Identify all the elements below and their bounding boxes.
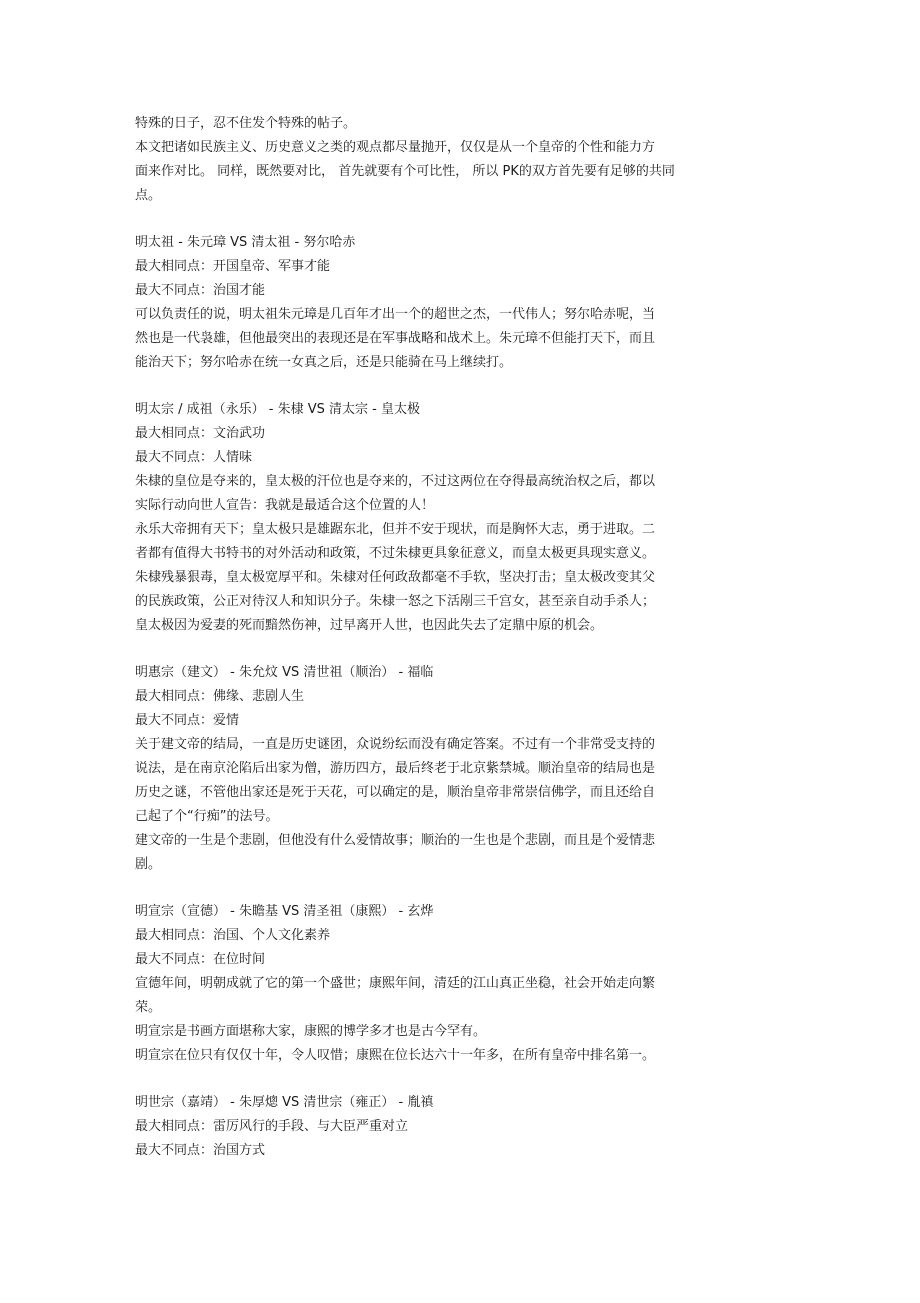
body-line: 明宣宗在位只有仅仅十年，令人叹惜；康熙在位长达六十一年多，在所有皇帝中排名第一。 <box>135 1048 656 1063</box>
difference-line: 最大不同点：治国才能 <box>135 283 266 298</box>
body-line: 己起了个“行痴”的法号。 <box>135 809 279 824</box>
similarity-line: 最大相同点：佛缘、悲剧人生 <box>135 689 305 704</box>
section-heading: 明太祖 - 朱元璋 VS 清太祖 - 努尔哈赤 <box>135 235 356 250</box>
section-heading: 明惠宗（建文） - 朱允炆 VS 清世祖（顺治） - 福临 <box>135 665 434 680</box>
difference-line: 最大不同点：爱情 <box>135 713 240 728</box>
body-line: 历史之谜，不管他出家还是死于天花，可以确定的是，顺治皇帝非常崇信佛学，而且还给自 <box>135 785 656 800</box>
paragraph-gap <box>135 1068 775 1091</box>
body-line: 朱棣的皇位是夺来的，皇太极的汗位也是夺来的，不过这两位在夺得最高统治权之后，都以 <box>135 474 656 489</box>
body-line: 朱棣残暴狠毒，皇太极宽厚平和。朱棣对任何政敌都毫不手软，坚决打击；皇太极改变其父 <box>135 570 656 585</box>
body-line: 剧。 <box>135 857 162 872</box>
body-line: 实际行动向世人宣告：我就是最适合这个位置的人！ <box>135 498 435 513</box>
paragraph-gap <box>135 208 775 231</box>
body-line: 明宣宗是书画方面堪称大家，康熙的博学多才也是古今罕有。 <box>135 1024 487 1039</box>
intro-line: 特殊的日子，忍不住发个特殊的帖子。 <box>135 116 357 131</box>
similarity-line: 最大相同点：治国、个人文化素养 <box>135 928 331 943</box>
body-line: 宣德年间，明朝成就了它的第一个盛世；康熙年间，清廷的江山真正坐稳，社会开始走向繁 <box>135 976 656 991</box>
difference-line: 最大不同点：治国方式 <box>135 1143 266 1158</box>
intro-paragraph <box>135 112 775 208</box>
section-heading: 明太宗 / 成祖（永乐） - 朱棣 VS 清太宗 - 皇太极 <box>135 402 420 417</box>
similarity-line: 最大相同点：文治武功 <box>135 426 266 441</box>
difference-line: 最大不同点：在位时间 <box>135 952 266 967</box>
body-line: 可以负责任的说，明太祖朱元璋是几百年才出一个的超世之杰，一代伟人；努尔哈赤呢，当 <box>135 307 656 322</box>
intro-line: 点。 <box>135 188 162 203</box>
similarity-line: 最大相同点：雷厉风行的手段、与大臣严重对立 <box>135 1119 409 1134</box>
section-taizong <box>135 398 775 638</box>
body-line: 能治天下；努尔哈赤在统一女真之后，还是只能骑在马上继续打。 <box>135 355 513 370</box>
paragraph-gap <box>135 375 775 398</box>
intro-line: 面来作对比。 同样，既然要对比， 首先就要有个可比性， 所以 PK的双方首先要有足够的共同 <box>135 164 675 179</box>
body-line: 的民族政策，公正对待汉人和知识分子。朱棣一怒之下活剐三千宫女，甚至亲自动手杀人； <box>135 594 656 609</box>
article-body <box>135 112 775 1163</box>
section-taizu <box>135 231 775 375</box>
similarity-line: 最大相同点：开国皇帝、军事才能 <box>135 259 331 274</box>
section-heading: 明宣宗（宣德） - 朱瞻基 VS 清圣祖（康熙） - 玄烨 <box>135 904 434 919</box>
intro-line: 本文把诸如民族主义、历史意义之类的观点都尽量抛开，仅仅是从一个皇帝的个性和能力方 <box>135 140 656 155</box>
difference-line: 最大不同点：人情味 <box>135 450 253 465</box>
section-heading: 明世宗（嘉靖） - 朱厚熜 VS 清世宗（雍正） - 胤禛 <box>135 1095 434 1110</box>
body-line: 建文帝的一生是个悲剧，但他没有什么爱情故事；顺治的一生也是个悲剧，而且是个爱情悲 <box>135 833 656 848</box>
section-huizong-shizu <box>135 661 775 877</box>
body-line: 说法，是在南京沦陷后出家为僧，游历四方，最后终老于北京紫禁城。顺治皇帝的结局也是 <box>135 761 656 776</box>
body-line: 关于建文帝的结局，一直是历史谜团，众说纷纭而没有确定答案。不过有一个非常受支持的 <box>135 737 656 752</box>
body-line: 永乐大帝拥有天下；皇太极只是雄踞东北，但并不安于现状，而是胸怀大志，勇于进取。二 <box>135 522 656 537</box>
section-shizong <box>135 1091 775 1163</box>
paragraph-gap <box>135 638 775 661</box>
body-line: 然也是一代袅雄，但他最突出的表现还是在军事战略和战术上。朱元璋不但能打天下，而且 <box>135 331 656 346</box>
body-line: 荣。 <box>135 1000 162 1015</box>
body-line: 者都有值得大书特书的对外活动和政策，不过朱棣更具象征意义，而皇太极更具现实意义。 <box>135 546 656 561</box>
section-xuanzong-shengzu <box>135 900 775 1068</box>
paragraph-gap <box>135 877 775 900</box>
body-line: 皇太极因为爱妻的死而黯然伤神，过早离开人世，也因此失去了定鼎中原的机会。 <box>135 618 604 633</box>
